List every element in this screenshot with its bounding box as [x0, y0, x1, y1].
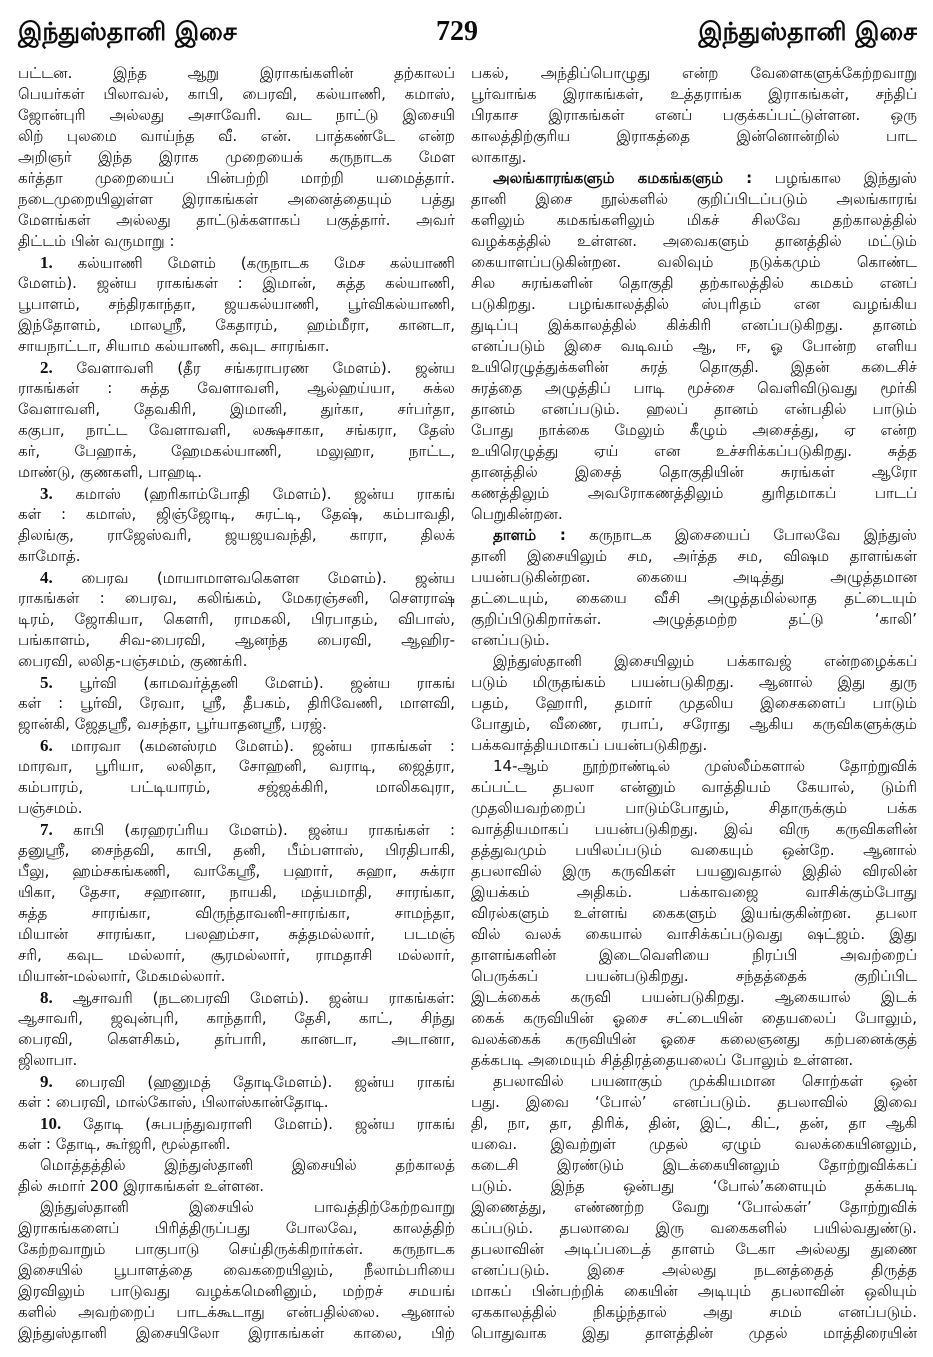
- text-line: [471, 945, 917, 966]
- text-line: [18, 924, 455, 945]
- text-line: [18, 504, 455, 525]
- text-line: [18, 1008, 455, 1029]
- line-text: தட்டையும், கையை வீசி அழுத்தமில்லாத தட்டையும்: [471, 589, 917, 607]
- text-line: [18, 819, 455, 840]
- line-text: பிரகாச இராகங்கள் எனப் பகுக்கப்பட்டுள்ளன. ஒரு: [471, 106, 917, 124]
- numbered-list-item: [18, 735, 455, 819]
- line-text: எனப்படும்.: [471, 631, 550, 649]
- line-text: கமாஸ் (ஹரிகாம்போதி மேளம்). ஜன்ய ராகங்: [75, 485, 455, 503]
- list-item-number: 3.: [40, 484, 53, 503]
- line-text: தானம் எனப்படும். ஹலப் தானம் என்பதில் பாடும்: [471, 400, 917, 418]
- text-line: [471, 756, 917, 777]
- text-line: [18, 1134, 455, 1155]
- line-text: பூபாளம், சந்திரகாந்தா, ஜயகல்யாணி, பூர்விகல்யாணி,: [18, 295, 455, 313]
- text-line: [18, 441, 455, 462]
- line-text: கணத்திலும் அவரோகணத்திலும் துரிதமாகப் பாடப்: [471, 484, 917, 502]
- text-line: [18, 273, 455, 294]
- line-text: தில் சுமார் 200 இராகங்கள் உள்ளன.: [18, 1177, 265, 1195]
- line-text: பூர்வாங்க இராகங்கள், உத்தராங்க இராகங்கள், சந்திப்: [471, 85, 917, 103]
- text-line: [18, 1050, 455, 1071]
- paragraph: [471, 651, 917, 756]
- text-line: [471, 210, 917, 231]
- text-line: [471, 1176, 917, 1197]
- text-line: [471, 504, 917, 525]
- text-line: [471, 840, 917, 861]
- line-text: யவை. இவற்றுள் முதல் ஏழும் வலக்கையினலும்,: [471, 1135, 917, 1153]
- page-number: 729: [436, 16, 478, 47]
- line-text: தக்கபடி அமையும் சித்திரத்தையலைப் போலும் உள்ளன.: [471, 1051, 854, 1069]
- line-text: ஆசாவரி, ஜவுன்புரி, காந்தாரி, தேசி, காட், சிந்து: [18, 1009, 455, 1027]
- text-line: [471, 903, 917, 924]
- text-line: [471, 735, 917, 756]
- line-text: இந்துஸ்தானி இசையிலும் பக்காவஜ் என்றழைக்கப்: [493, 652, 917, 670]
- line-text: தானி இசை நூல்களில் குறிப்பிடப்படும் அலங்காரங்: [471, 190, 917, 208]
- line-text: கைக் கருவியின் ஓசை சட்டையின் தையலைப் போலும்,: [471, 1009, 917, 1027]
- text-line: [18, 735, 455, 756]
- line-text: பூர்வி (காமவர்த்தனி மேளம்). ஜன்ய ராகங்: [79, 674, 455, 692]
- text-line: [18, 840, 455, 861]
- text-line: [471, 1008, 917, 1029]
- line-text: வில் வலக் கையால் வாசிக்கப்படுவது ஷட்ஜம். இது: [471, 925, 917, 943]
- text-line: [471, 168, 917, 189]
- line-text: கள் : கமாஸ், ஜிஞ்ஜோடி, சுரட்டி, தேஷ், கம்பாவதி,: [18, 505, 455, 523]
- line-text: பெயர்கள் பிலாவல், காபி, பைரவி, கல்யாணி, கமாஸ்,: [18, 85, 455, 103]
- right-text-column: [471, 63, 917, 1351]
- line-text: கம்பாரம், பட்டியாரம், சஜ்ஜக்கிரி, மாலிகவுரா,: [18, 778, 455, 796]
- text-line: [18, 378, 455, 399]
- line-text: இந்துஸ்தானி இசையிலோ இராகங்கள் காலை, பிற்: [18, 1324, 455, 1342]
- line-text: உயிரெழுத்து ஏய் என உச்சரிக்கப்படுகிறது. சுத்த: [471, 442, 917, 460]
- text-line: [471, 546, 917, 567]
- line-text: மேளங்கள் அல்லது தாட்டுக்களாகப் பகுத்தார். அவர்: [18, 211, 455, 229]
- line-text: வாத்தியமாகப் பயன்படுகிறது. இவ் விரு கருவிகளின்: [471, 820, 917, 838]
- line-text: பக்கவாத்தியமாகப் பயன்படுகிறது.: [471, 736, 708, 754]
- line-text: 14-ஆம் நூற்றாண்டில் முஸ்லீம்களால் தோற்றுவிக்: [493, 757, 917, 775]
- text-line: [471, 882, 917, 903]
- paragraph: [18, 63, 455, 252]
- running-head-left: இந்துஸ்தானி இசை: [18, 17, 237, 46]
- numbered-list-item: [18, 483, 455, 567]
- line-text: கப்பட்ட தபலா என்னும் வாத்தியம் கேயால், டும்ரி: [471, 778, 917, 796]
- line-text: கள் : பைரவி, மால்கோஸ், பிலாஸ்கான்தோடி.: [18, 1093, 329, 1111]
- numbered-list-item: [18, 819, 455, 987]
- list-item-number: 4.: [40, 568, 53, 587]
- text-line: [471, 819, 917, 840]
- text-line: [18, 357, 455, 378]
- line-text: காலத்திற்குரிய இராகத்தை இன்னொன்றில் பாட: [471, 127, 917, 145]
- text-line: [471, 861, 917, 882]
- line-text: தோடி (சுபபந்துவராளி மேளம்). ஜன்ய ராகங்: [83, 1115, 455, 1133]
- line-text: இடக்கைக் கருவி பயன்படுகிறது. ஆகையால் இடக்: [471, 988, 917, 1006]
- line-text: பதம், ஹோரி, தமார் முதலிய இசைகளைப் பாடும்: [471, 694, 917, 712]
- text-line: [18, 483, 455, 504]
- text-line: [471, 483, 917, 504]
- text-line: [18, 1239, 455, 1260]
- text-line: [18, 630, 455, 651]
- line-text: பைரவி, கௌசிகம், தர்பாரி, கானடா, அடானா,: [18, 1030, 455, 1048]
- text-line: [18, 147, 455, 168]
- text-line: [471, 189, 917, 210]
- text-line: [471, 1113, 917, 1134]
- line-text: லாகாது.: [471, 148, 527, 166]
- line-text: பட்டன. இந்த ஆறு இராகங்களின் தற்காலப்: [18, 64, 455, 82]
- line-text: ஜான்கி, ஜேதஸ்ரீ, வசந்தா, பூர்யாதனஸ்ரீ, பரஜ்.: [18, 715, 327, 733]
- line-text: வேளாவளி (தீர சங்கராபரண மேளம்). ஜன்ய: [76, 359, 455, 377]
- text-line: [471, 420, 917, 441]
- text-line: [471, 252, 917, 273]
- text-line: [18, 651, 455, 672]
- text-line: [471, 441, 917, 462]
- list-item-number: 10.: [40, 1114, 62, 1133]
- text-line: [471, 1155, 917, 1176]
- text-line: [471, 798, 917, 819]
- text-line: [471, 273, 917, 294]
- line-text: நடைமுறையிலுள்ள இராகங்கள் அனைத்தையும் பத்து: [18, 190, 455, 208]
- line-text: உயிரெழுத்துக்களின் சுரத் தொகுதி. இதன் கடைசிச்: [471, 358, 917, 376]
- line-text: எனப்படும் இசை வடிவம் ஆ, ஈ, ஓ போன்ற எளிய: [471, 337, 917, 355]
- line-text: தபலாவில் இரு கருவிகள் பயனுவதால் இதில் விரலின்: [471, 862, 917, 880]
- line-text: களில் அவற்றைப் பாடக்கூடாது என்பதில்லை. ஆனால்: [18, 1303, 455, 1321]
- line-text: பொதுவாக இது தாளத்தின் முதல் மாத்திரையின்: [471, 1324, 917, 1342]
- list-item-number: 7.: [40, 820, 53, 839]
- numbered-list-item: [18, 987, 455, 1071]
- line-text: சில சுரங்களின் தொகுதி தற்காலத்தில் கமகம் எனப்: [471, 274, 917, 292]
- line-text: பழங்கால இந்துஸ்: [774, 169, 917, 187]
- text-line: [18, 252, 455, 273]
- text-line: [18, 987, 455, 1008]
- text-line: [18, 462, 455, 483]
- text-line: [471, 630, 917, 651]
- line-text: சுத்த சாரங்கா, விருந்தாவனி-சாரங்கா, சாமந்தா,: [18, 904, 455, 922]
- text-line: [471, 987, 917, 1008]
- text-line: [471, 1197, 917, 1218]
- text-line: [18, 609, 455, 630]
- line-text: கடைசி இரண்டும் இடக்கையினலும் தோற்றுவிக்கப்: [471, 1156, 917, 1174]
- text-line: [471, 1281, 917, 1302]
- text-line: [471, 378, 917, 399]
- running-head-right: இந்துஸ்தானி இசை: [698, 17, 917, 46]
- text-line: [471, 1050, 917, 1071]
- text-line: [471, 651, 917, 672]
- line-text: இணைத்து, எண்ணற்ற வேறு ‘போல்கள்’ தோற்றுவிக்: [471, 1198, 917, 1216]
- line-text: வலக்கைக் கருவியின் ஓசை கலைஞனது கற்பனைக்குத்: [471, 1030, 917, 1048]
- text-line: [471, 63, 917, 84]
- text-line: [471, 462, 917, 483]
- line-text: ராகங்கள் : சுத்த வேளாவளி, ஆல்ஹய்யா, சுக்ல: [18, 379, 455, 397]
- text-line: [18, 966, 455, 987]
- line-text: தனுஸ்ரீ, சைந்தவி, காபி, தனி, பீம்பளாஸ், பிரதிபாகி,: [18, 841, 455, 859]
- line-text: பயன்படுகின்றன. கையை அடித்து அழுத்தமான: [471, 568, 917, 586]
- line-text: மாரவா, பூரியா, லலிதா, சோஹனி, வராடி, ஜைத்ரா,: [18, 757, 455, 775]
- line-text: கல்யாணி மேளம் (கருநாடக மேச கல்யாணி: [77, 254, 455, 272]
- section-paragraph: [471, 168, 917, 525]
- line-text: கள் : பூர்வி, ரேவா, ஸ்ரீ, தீபகம், திரிவேணி, மாளவி,: [18, 694, 455, 712]
- text-line: [18, 945, 455, 966]
- list-item-number: 9.: [40, 1072, 53, 1091]
- text-line: [18, 903, 455, 924]
- line-text: பஞ்சமம்.: [18, 799, 83, 817]
- text-line: [471, 231, 917, 252]
- line-text: இரவிலும் பாடுவது வழக்கமெனினும், மற்றச் சமயங்: [18, 1282, 455, 1300]
- line-text: சுரத்தை அழுத்திப் பாடி மூச்சை வெளிவிடுவது மூர்கி: [471, 379, 917, 397]
- text-line: [471, 1323, 917, 1344]
- line-text: குறிப்பிடுகிறார்கள். அழுத்தமற்ற தட்டு ‘காலி’: [471, 610, 917, 628]
- section-paragraph: [471, 525, 917, 651]
- line-text: படும். இந்த ஒன்பது ‘போல்’களையும் தக்கபடி: [471, 1177, 917, 1195]
- line-text: தானி இசையிலும் சம, அர்த்த சம, விஷம தாளங்கள்: [471, 547, 917, 565]
- list-item-number: 6.: [40, 736, 53, 755]
- line-text: தாளங்களின் இடைவெளியை நிரப்பி அவற்றைப்: [471, 946, 917, 964]
- list-item-number: 8.: [40, 988, 53, 1007]
- text-line: [471, 126, 917, 147]
- text-line: [471, 357, 917, 378]
- line-text: விரல்களும் உள்ளங் கைகளும் இயங்குகின்றன. தபலா: [471, 904, 917, 922]
- text-line: [471, 1092, 917, 1113]
- text-line: [471, 1239, 917, 1260]
- line-text: கையாளப்படுகின்றன. வலிவும் நடுக்கமும் கொண்ட: [471, 253, 917, 271]
- line-text: ஜோன்புரி அல்லது அசாவேரி. வட நாட்டு இசையி: [18, 106, 455, 124]
- line-text: தி, நா, தா, திரிக், தின், இட், கிட், தன், தா ஆகி: [471, 1114, 917, 1132]
- text-line: [471, 1302, 917, 1323]
- line-text: திட்டம் பின் வருமாறு :: [18, 232, 175, 250]
- text-line: [471, 1260, 917, 1281]
- text-line: [18, 798, 455, 819]
- line-text: பங்காளம், சிவ-பைரவி, ஆனந்த பைரவி, ஆஹிர-: [18, 631, 455, 649]
- text-line: [471, 693, 917, 714]
- line-text: ராகங்கள் : பைரவ, கலிங்கம், மேகரஞ்சனி, சௌராஷ்: [18, 589, 455, 607]
- line-text: இந்தோளம், மாலஸ்ரீ, கேதாரம், ஹம்மீரா, கானடா,: [18, 316, 455, 334]
- text-line: [18, 420, 455, 441]
- text-line: [471, 966, 917, 987]
- line-text: படுகிறது. பழங்காலத்தில் ஸ்புரிதம் என வழங்கிய: [471, 295, 917, 313]
- line-text: கள் : தோடி, கூர்ஜரி, மூல்தானி.: [18, 1135, 231, 1153]
- line-text: படும் மிருதங்கம் பயன்படுகிறது. ஆனால் இது துரு: [471, 673, 917, 691]
- text-line: [471, 777, 917, 798]
- list-item-number: 1.: [40, 253, 53, 272]
- line-text: மியான் சாரங்கா, பலஹம்சா, சுத்தமல்லார், படமஞ்: [18, 925, 455, 943]
- line-text: கேற்றவாறும் பாகுபாடு செய்திருக்கிறார்கள். கருநாடக: [18, 1240, 455, 1258]
- text-line: [471, 294, 917, 315]
- text-line: [18, 693, 455, 714]
- text-line: [471, 672, 917, 693]
- line-text: பெருக்கப் பயன்படுகிறது. சந்தத்தைக் குறிப்பிட: [471, 967, 917, 985]
- text-line: [18, 231, 455, 252]
- paragraph: [471, 1071, 917, 1344]
- text-line: [18, 336, 455, 357]
- text-line: [18, 1176, 455, 1197]
- text-line: [18, 714, 455, 735]
- line-text: போது நாக்கை மேலும் கீழும் அசைத்து, ஏ என்ற: [471, 421, 917, 439]
- line-text: கருநாடக இசையைப் போலவே இந்துஸ்: [589, 526, 917, 544]
- line-text: ஏககாலத்தில் நிகழ்ந்தால் அது சமம் எனப்படும்.: [471, 1303, 917, 1321]
- line-text: பெறுகின்றன.: [471, 505, 563, 523]
- text-line: [471, 147, 917, 168]
- line-text: லிற் புலமை வாய்ந்த வீ. என். பாத்கண்டே என்ற: [18, 127, 455, 145]
- line-text: இசையில் பூபாளத்தை வைகறையிலும், நீலாம்பரியை: [18, 1261, 455, 1279]
- text-line: [18, 105, 455, 126]
- paragraph: [18, 1197, 455, 1344]
- list-item-number: 2.: [40, 358, 53, 377]
- line-text: தானத்தில் இசைத் தொகுதியின் சுரங்கள் ஆரோ: [471, 463, 917, 481]
- text-line: [471, 1029, 917, 1050]
- line-text: காமோத்.: [18, 547, 81, 565]
- text-line: [18, 1323, 455, 1344]
- text-line: [471, 399, 917, 420]
- numbered-list-item: [18, 252, 455, 357]
- line-text: பைரவி (ஹனுமத் தோடிமேளம்). ஜன்ய ராகங்: [75, 1073, 455, 1091]
- text-line: [471, 525, 917, 546]
- text-line: [18, 126, 455, 147]
- text-line: [18, 315, 455, 336]
- text-line: [18, 861, 455, 882]
- line-text: தத்துவமும் பயிலப்படும் வகையும் ஒன்றே. ஆனால்: [471, 841, 917, 859]
- line-text: பைரவ (மாயாமாளவகௌள மேளம்). ஜன்ய: [81, 569, 455, 587]
- line-text: சரி, கவுட மல்லார், சூரமல்லார், ராமதாசி மல்லார்,: [18, 946, 455, 964]
- line-text: இயக்கம் அதிகம். பக்காவஜை வாசிக்கும்போது: [471, 883, 917, 901]
- numbered-list-item: [18, 1071, 455, 1113]
- text-line: [18, 1197, 455, 1218]
- text-line: [18, 168, 455, 189]
- line-text: களிலும் கமகங்களிலும் மிகச் சிலவே தற்காலத்தில்: [471, 211, 917, 229]
- text-line: [18, 63, 455, 84]
- line-text: போதும், வீணை, ரபாப், சரோது ஆகிய கருவிகளுக்கும்: [471, 715, 917, 733]
- line-text: எனப்படும். இசை அல்லது நடனத்தைத் திருத்த: [471, 1261, 917, 1279]
- line-text: மொத்தத்தில் இந்துஸ்தானி இசையில் தற்காலத்: [40, 1156, 455, 1174]
- text-line: [18, 1155, 455, 1176]
- text-line: [471, 609, 917, 630]
- line-text: திலங்கு, ராஜேஸ்வரி, ஜயஜயவந்தி, காரா, திலக்: [18, 526, 455, 544]
- text-line: [471, 105, 917, 126]
- text-line: [18, 1029, 455, 1050]
- line-text: மாகப் பின்பற்றிக் கையின் அடியும் தபலாவின் ஒலியும்: [471, 1282, 917, 1300]
- text-line: [18, 567, 455, 588]
- paragraph: [18, 1155, 455, 1197]
- text-line: [471, 1071, 917, 1092]
- section-heading: தாளம் :: [493, 526, 566, 544]
- line-text: மேளம்). ஜன்ய ராகங்கள் : இமான், சுத்த கல்யாணி,: [18, 274, 455, 292]
- line-text: இராகங்களைப் பிரித்திருப்பது போலவே, காலத்திற்: [18, 1219, 455, 1237]
- line-text: மாண்டு, குணகளி, பாஹடி.: [18, 463, 203, 481]
- text-line: [18, 777, 455, 798]
- text-line: [18, 525, 455, 546]
- line-text: கர்த்தா முறையைப் பின்பற்றி மாற்றி யமைத்தார்.: [18, 169, 455, 187]
- line-text: சாயநாட்டா, சியாம கல்யாணி, கவுட சாரங்கா.: [18, 337, 330, 355]
- line-text: வேளாவளி, தேவகிரி, இமானி, துர்கா, சர்பர்தா,: [18, 400, 455, 418]
- section-heading: அலங்காரங்களும் கமகங்களும் :: [493, 169, 753, 187]
- line-text: கர், பேஹாக், ஹேமகல்யாணி, மலுஹா, நாட்ட,: [18, 442, 455, 460]
- line-text: கப்படும். தபலாவை இரு வகைகளில் பயில்வதுண்டு.: [471, 1219, 917, 1237]
- text-line: [471, 84, 917, 105]
- text-line: [18, 588, 455, 609]
- text-line: [471, 1134, 917, 1155]
- line-text: ககுபா, நாட்ட வேளாவளி, லக்ஷசாகா, சங்கரா, தேஸ்: [18, 421, 455, 439]
- line-text: டிரம், ஜோகியா, கௌரி, ராமகலி, பிரபாதம், விபாஸ்,: [18, 610, 455, 628]
- list-item-number: 5.: [40, 673, 53, 692]
- line-text: பது. இவை ‘போல்’ எனப்படும். தபலாவில் இவை: [471, 1093, 917, 1111]
- text-line: [471, 1218, 917, 1239]
- text-line: [471, 714, 917, 735]
- text-line: [18, 1071, 455, 1092]
- line-text: காபி (கரஹரப்ரிய மேளம்). ஜன்ய ராகங்கள் :: [73, 821, 455, 839]
- line-text: ஆசாவரி (நடபைரவி மேளம்). ஜன்ய ராகங்கள்:: [72, 989, 455, 1007]
- text-line: [18, 756, 455, 777]
- line-text: மாரவா (கமனஸ்ரம மேளம்). ஜன்ய ராகங்கள் :: [70, 737, 455, 755]
- line-text: தபலாவின் அடிப்படைத் தாளம் டேகா அல்லது துணை: [471, 1240, 917, 1258]
- line-text: முதலியவற்றைப் பாடும்போதும், சிதாருக்கும் பக்க: [471, 799, 917, 817]
- text-line: [18, 1260, 455, 1281]
- line-text: ஜிலாபா.: [18, 1051, 78, 1069]
- line-text: பீலு, ஹம்சகங்கணி, வாகேஸ்ரீ, பஹார், சுஹா, சுக்ரா: [18, 862, 455, 880]
- line-text: இந்துஸ்தானி இசையில் பாவத்திற்கேற்றவாறு: [40, 1198, 455, 1216]
- line-text: பைரவி, லலித-பஞ்சமம், குணக்ரி.: [18, 652, 248, 670]
- paragraph: [471, 756, 917, 1071]
- line-text: தபலாவில் பயனாகும் முக்கியமான சொற்கள் ஒன்: [493, 1072, 917, 1090]
- text-line: [471, 336, 917, 357]
- numbered-list-item: [18, 567, 455, 672]
- text-line: [18, 672, 455, 693]
- text-line: [471, 315, 917, 336]
- numbered-list-item: [18, 672, 455, 735]
- numbered-list-item: [18, 1113, 455, 1155]
- text-line: [18, 399, 455, 420]
- text-line: [18, 1218, 455, 1239]
- paragraph: [471, 63, 917, 168]
- text-line: [471, 924, 917, 945]
- text-line: [18, 84, 455, 105]
- text-line: [18, 882, 455, 903]
- text-line: [18, 294, 455, 315]
- line-text: யிகா, தேசா, சஹானா, நாயகி, மத்யமாதி, சாரங்கா,: [18, 883, 455, 901]
- text-line: [18, 1302, 455, 1323]
- text-line: [18, 189, 455, 210]
- line-text: அறிஞர் இந்த இராக முறையைக் கருநாடக மேள: [18, 148, 455, 166]
- text-line: [471, 588, 917, 609]
- line-text: வழக்கத்தில் உள்ளன. அவைகளும் தானத்தில் மட்டும்: [471, 232, 917, 250]
- text-line: [18, 546, 455, 567]
- line-text: மியான்-மல்லார், மேகமல்லார்.: [18, 967, 226, 985]
- left-text-column: [18, 63, 455, 1351]
- text-line: [18, 1113, 455, 1134]
- text-line: [471, 567, 917, 588]
- text-line: [18, 210, 455, 231]
- text-line: [18, 1092, 455, 1113]
- line-text: துடிப்பு இக்காலத்தில் கிக்கிரி எனப்படுகிறது. தானம்: [471, 316, 917, 334]
- line-text: பகல், அந்திப்பொழுது என்ற வேளைகளுக்கேற்றவாறு: [471, 64, 917, 82]
- numbered-list-item: [18, 357, 455, 483]
- text-line: [18, 1281, 455, 1302]
